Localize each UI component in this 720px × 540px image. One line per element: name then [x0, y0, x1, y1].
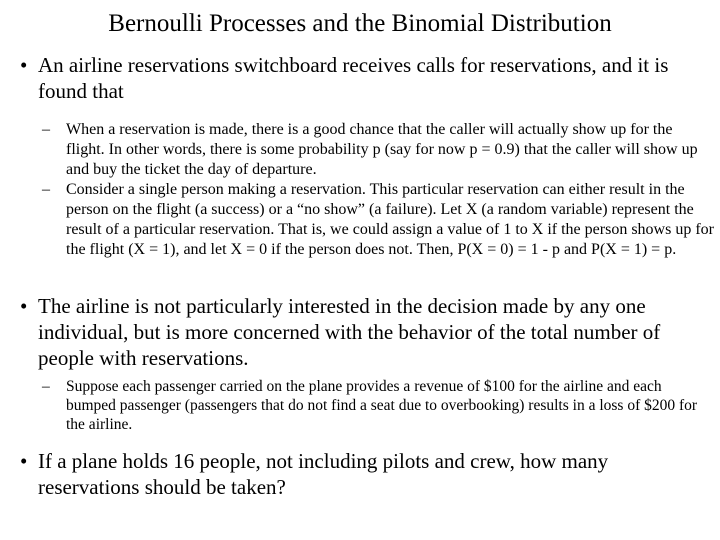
sub-bullet-text: When a reservation is made, there is a good chance that the caller will actually show up for the flight. In other words, there is some probability p (say for now p = 0.9) that the caller will show up and buy the ticket the day of departure.: [66, 121, 698, 178]
sub-bullet-single-reservation: [42, 180, 714, 260]
sub-bullet-text: Consider a single person making a reservation. This particular reservation can either result in the person on the flight (a success) or a “no show” (a failure). Let X (a random variable) represent the result of a particular reservation. That is, we could assign a value of 1 to X if the person shows up for the flight (X = 1), and let X = 0 if the person does not. Then, P(X = 0) = 1 - p and P(X = 1) = p.: [66, 181, 714, 258]
sub-bullet-revenue-loss: [42, 377, 714, 434]
bullet-text: An airline reservations switchboard receives calls for reservations, and it is found that: [38, 53, 669, 103]
sub-bullet-show-up-probability: [42, 120, 714, 180]
bullet-airline-switchboard: [20, 52, 704, 104]
bullet-text: The airline is not particularly interested in the decision made by any one individual, but is more concerned with the behavior of the total number of people with reservations.: [38, 294, 661, 370]
dash-marker: –: [42, 121, 50, 138]
bullet-marker: •: [20, 53, 28, 77]
bullet-marker: •: [20, 449, 28, 473]
bullet-marker: •: [20, 294, 28, 318]
sub-bullet-text: Suppose each passenger carried on the plane provides a revenue of $100 for the airline and each bumped passenger (passengers that do not find a seat due to overbooking) results in a loss of $200 for the airline.: [66, 378, 698, 433]
dash-marker: –: [42, 181, 50, 198]
slide-title: Bernoulli Processes and the Binomial Distribution: [108, 10, 612, 37]
dash-marker: –: [42, 378, 50, 395]
bullet-text: If a plane holds 16 people, not including pilots and crew, how many reservations should be taken?: [38, 449, 609, 499]
bullet-total-reservations: [20, 293, 704, 371]
bullet-plane-capacity-question: [20, 448, 704, 500]
